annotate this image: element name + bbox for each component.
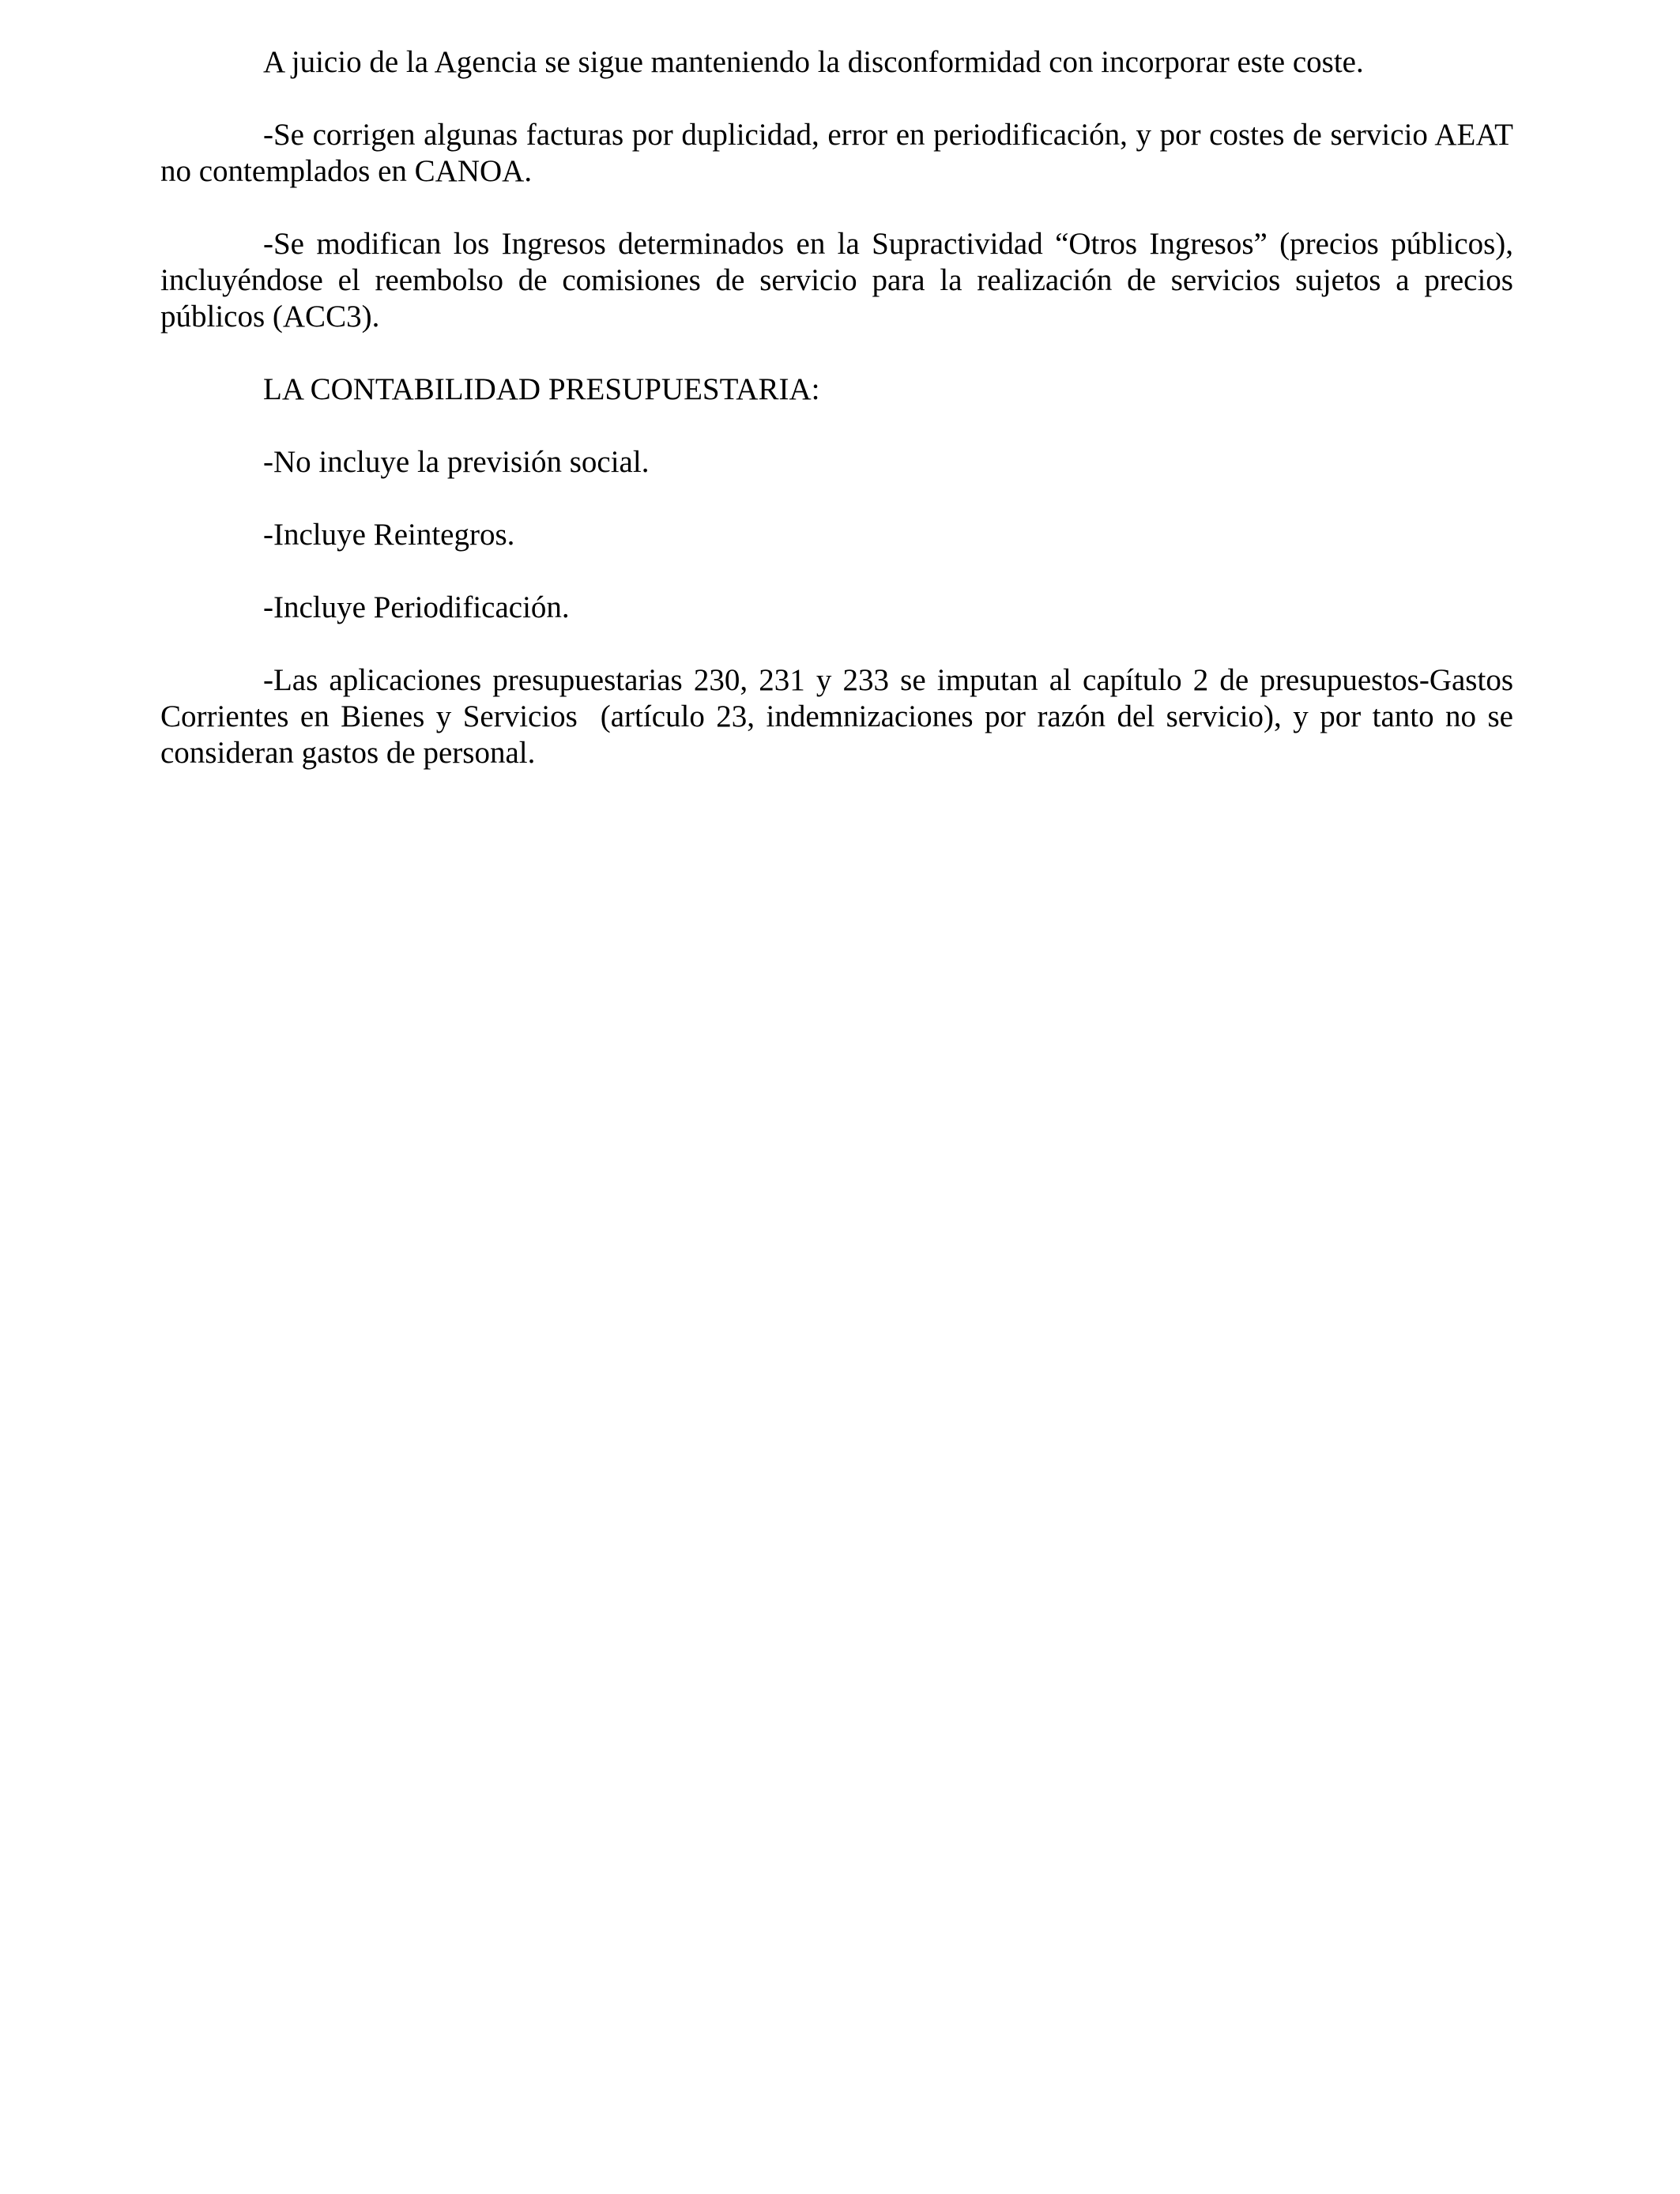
list-item-refunds: -Incluye Reintegros. <box>263 518 515 552</box>
paragraph-income-modifications: -Se modifican los Ingresos determinados en la Supractividad “Otros Ingresos” (precios públicos), incluyéndose el reembolso de comisiones de servicio para la realización de servicios sujetos a precios públicos (ACC3). <box>160 227 1521 334</box>
paragraph-invoice-corrections: -Se corrigen algunas facturas por duplicidad, error en periodificación, y por costes de servicio AEAT no contemplados en CANOA. <box>160 118 1521 188</box>
document-body <box>160 44 1521 808</box>
list-item-social-provision: -No incluye la previsión social. <box>263 445 650 479</box>
section-heading-budget-accounting: LA CONTABILIDAD PRESUPUESTARIA: <box>263 372 820 406</box>
paragraph-budget-applications: -Las aplicaciones presupuestarias 230, 231 y 233 se imputan al capítulo 2 de presupuestos-Gastos Corrientes en Bienes y Servicios (artículo 23, indemnizaciones por razón del servicio), y por tanto no se consideran gastos de personal. <box>160 663 1521 770</box>
paragraph-agency-opinion: A juicio de la Agencia se sigue manteniendo la disconformidad con incorporar este coste. <box>263 45 1364 79</box>
list-item-periodification: -Incluye Periodificación. <box>263 590 570 624</box>
